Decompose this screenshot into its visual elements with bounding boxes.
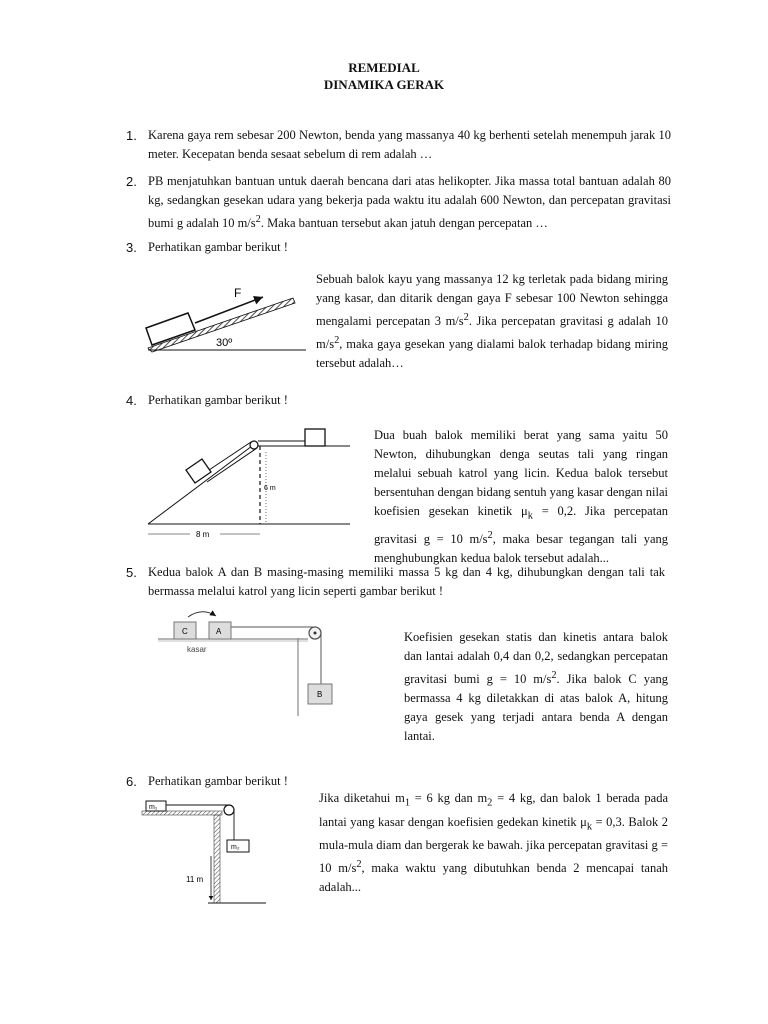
question-1-number: 1. [126,128,137,143]
angle-label: 30º [216,337,233,349]
pulley-incline-diagram [140,424,355,544]
question-4-number: 4. [126,393,137,408]
question-6-number: 6. [126,774,137,789]
question-2-text: PB menjatuhkan bantuan untuk daerah bencana dari atas helikopter. Jika massa total bantuan adalah 80 kg, sedangkan gesekan udara yang bekerja pada waktu itu adalah 600 Newton, dan percepatan gravitasi bumi g adalah 10 $m/s^2$. Maka bantuan tersebut akan jatuh dengan percepatan … [148,174,671,231]
base-label: 8 m [196,530,210,539]
incline-slope [148,446,252,524]
height-label: 11 m [186,875,204,884]
question-5-number: 5. [126,565,137,580]
question-5-desc: Koefisien gesekan statis dan kinetis antara balok dan lantai adalah 0,4 dan 0,2, sedangkan percepatan gravitasi bumi g = 10 $m/s^2$. Jika balok C yang bermassa 4 kg diletakkan di atas balok A, hitung gaya gesek yang terjadi antara benda A dengan lantai. [404,630,668,744]
pulley [224,805,234,815]
question-2-number: 2. [126,174,137,189]
question-5-text: Kedua balok A dan B masing-masing memiliki massa 5 kg dan 4 kg, dihubungkan dengan tali tak bermassa melalui katrol yang licin seperti gambar berikut ! [148,565,665,598]
block-c-label: C [182,627,188,636]
question-3-text: Sebuah balok kayu yang massanya 12 kg terletak pada bidang miring yang kasar, dan ditarik dengan gaya F sebesar 100 Newton sehingga mengalami percepatan 3 $m/s^2$. Jika percepatan gravitasi g adalah 10 $m/s^2$, maka gaya gesekan yang dialami balok terhadap bidang miring tersebut adalah… [316,272,668,371]
question-3-intro: Perhatikan gambar berikut ! [148,240,288,254]
force-label: F [234,286,242,300]
incline-diagram [138,282,308,354]
question-3-number: 3. [126,240,137,255]
m2-label: m₂ [231,844,240,851]
block-on-top [305,429,325,446]
two-block-pulley-diagram [158,606,340,718]
page-title: REMEDIAL [348,60,420,75]
block-a-label: A [216,627,222,636]
table-pulley-diagram [136,796,266,908]
m1-label: m₁ [149,804,158,811]
question-4-intro: Perhatikan gambar berikut ! [148,393,288,407]
question-6-intro: Perhatikan gambar berikut ! [148,774,288,788]
rope-lower [207,448,257,482]
surface-label: kasar [187,645,207,654]
height-label: 6 m [264,485,276,492]
block-b-label: B [317,690,323,699]
question-4-text: Dua buah balok memiliki berat yang sama yaitu 50 Newton, dihubungkan denga seutas tali yang ringan melalui sebuah katrol yang licin. Kedua balok tersebut bersentuhan dengan bidang sentuh yang kasar dengan nilai koefisien gesekan kinetik $\mu_k = 0,2$. Jika percepatan gravitasi g = 10 $m/s^2$, maka besar tegangan tali yang menghubungkan kedua balok tersebut adalah... [374,428,669,565]
table-top [142,811,222,815]
question-6-text: Jika diketahui $m_1 = 6$ kg dan $m_2 = 4$ kg, dan balok 1 berada pada lantai yang kasar dengan koefisien gedekan kinetik $\mu_k = 0,3$. Balok 2 mula-mula diam dan bergerak ke bawah. jika percepatan gravitasi g = 10 $m/s^2$, maka waktu yang dibutuhkan benda 2 mencapai tanah adalah... [319,791,668,895]
question-1-text: Karena gaya rem sebesar 200 Newton, benda yang massanya 40 kg berhenti setelah menempuh jarak 10 meter. Kecepatan benda sesaat sebelum di rem adalah … [148,128,671,161]
page-subtitle: DINAMIKA GERAK [323,77,445,92]
table-leg [214,815,220,903]
force-arrow [195,297,263,323]
placement-arrow [188,612,216,617]
